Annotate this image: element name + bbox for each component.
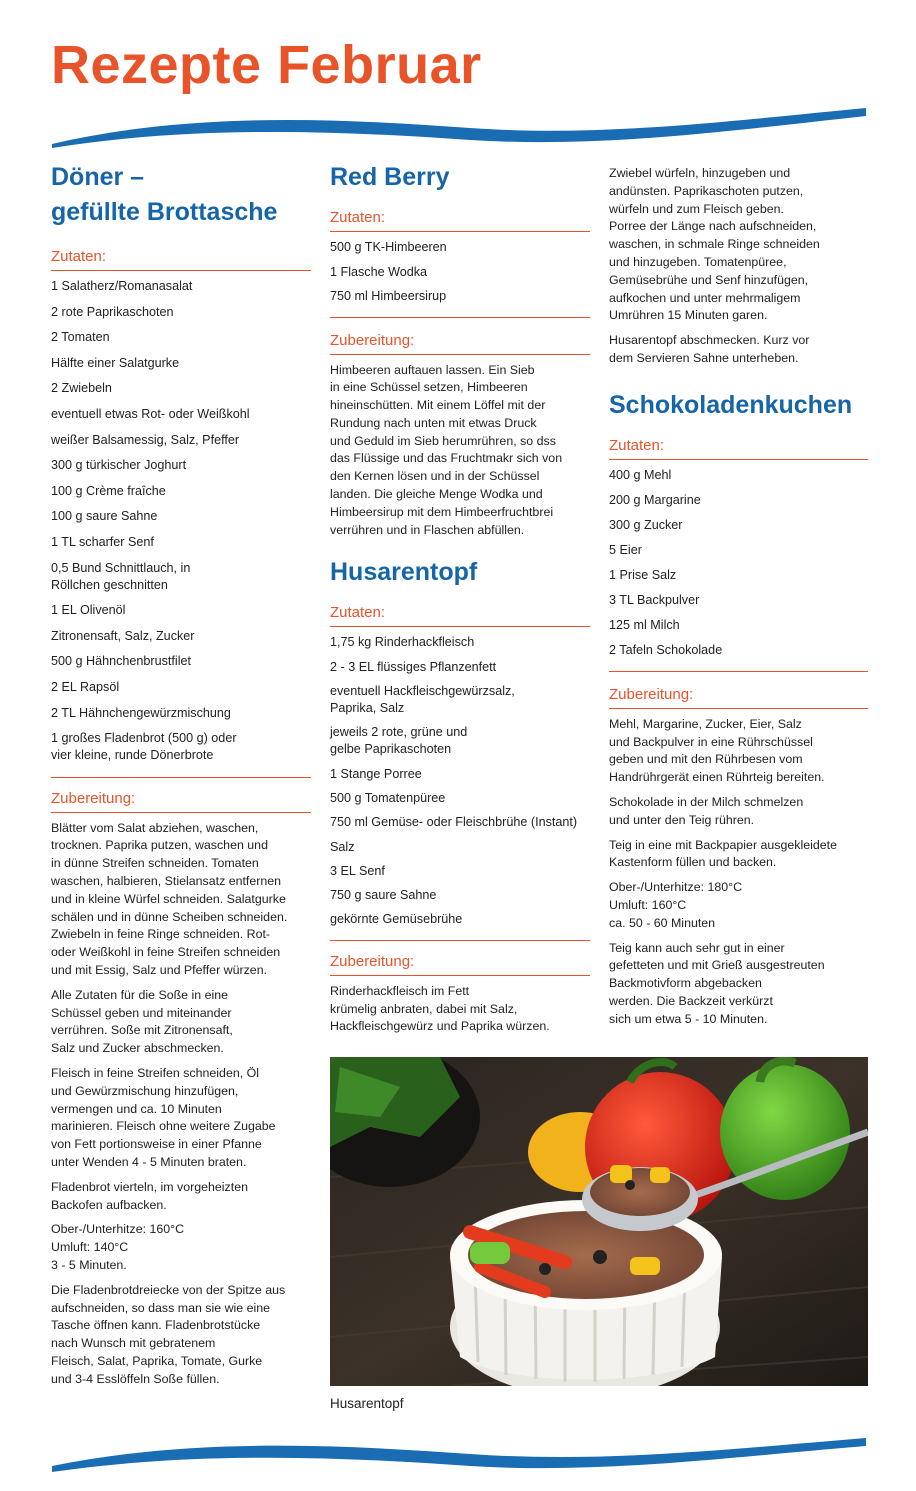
ingredient-item: 5 Eier — [609, 542, 642, 557]
step-paragraph: Fladenbrot vierteln, im vorgeheizten Backofen aufbacken. — [51, 1179, 248, 1212]
ingredient-list — [51, 278, 311, 778]
ingredient-item: 3 EL Senf — [330, 863, 385, 878]
ingredient-item: 2 Tafeln Schokolade — [609, 642, 723, 657]
ingredient-item: 2 EL Rapsöl — [51, 679, 120, 694]
recipe-column-right — [609, 165, 868, 1036]
ingredient-item: eventuell Hackfleischgewürzsalz, Paprika, Salz — [330, 684, 515, 716]
zutaten-heading: Zutaten: — [609, 437, 868, 460]
ingredient-item: 500 g Tomatenpüree — [330, 790, 446, 805]
ingredient-item: 300 g türkischer Joghurt — [51, 458, 187, 473]
ingredient-item: 100 g saure Sahne — [51, 509, 158, 524]
preparation-steps — [609, 716, 868, 1029]
preparation-steps — [330, 983, 590, 1036]
ingredient-item: 2 Tomaten — [51, 330, 110, 345]
step-paragraph: Ober-/Unterhitze: 180°C Umluft: 160°C ca. 50 - 60 Minuten — [609, 880, 743, 930]
page-title: Rezepte Februar — [51, 35, 482, 95]
step-paragraph: Husarentopf abschmecken. Kurz vor dem Servieren Sahne unterheben. — [609, 333, 810, 365]
zutaten-heading: Zutaten: — [51, 248, 311, 271]
zutaten-heading: Zutaten: — [330, 604, 590, 627]
step-paragraph: Himbeeren auftauen lassen. Ein Sieb in eine Schüssel setzen, Himbeeren hineinschütten. Mit einem Löffel mit der Rundung nach unten mit etwas Druck und Geduld im Sieb herumrühren, so dss das Flüssige und das Fruchtmakr sich von den Kernen lösen und in der Schüssel landen. Die gleiche Menge Wodka und Himbeersirup mit dem Himbeerfruchtbrei verrühren und in Flaschen abfüllen. — [330, 362, 563, 537]
step-paragraph: Schokolade in der Milch schmelzen und unter den Teig rühren. — [609, 794, 804, 827]
ingredient-item: 500 g Hähnchenbrustfilet — [51, 654, 192, 669]
ingredient-item: 100 g Crème fraîche — [51, 483, 166, 498]
step-paragraph: Teig in eine mit Backpapier ausgekleidete Kastenform füllen und backen. — [609, 837, 837, 870]
ingredient-item: 500 g TK-Himbeeren — [330, 240, 447, 254]
preparation-steps — [330, 362, 590, 540]
ingredient-item: 1 Flasche Wodka — [330, 264, 428, 279]
step-paragraph: Zwiebel würfeln, hinzugeben und andünsten. Paprikaschoten putzen, würfeln und zum Fleisch geben. Porree der Länge nach aufschneiden, waschen, in schmale Ringe schneiden und hinzugeben. Tomatenpüree, Gemüsebrühe und Senf hinzufügen, aufkochen und unter mehrmaligem Umrühren 15 Minuten garen. — [609, 166, 820, 323]
ingredient-item: 3 TL Backpulver — [609, 592, 700, 607]
recipe-column-middle — [330, 160, 590, 1043]
ingredient-item: 1 Salatherz/Romanasalat — [51, 279, 193, 293]
husarentopf-steps-continued — [609, 165, 868, 368]
recipe-title-line2: gefüllte Brottasche — [51, 198, 278, 226]
ingredient-item: 750 ml Gemüse- oder Fleischbrühe (Instant) — [330, 815, 578, 830]
bottom-wave-decoration — [0, 1436, 916, 1476]
ingredient-item: Hälfte einer Salatgurke — [51, 355, 180, 370]
step-paragraph: Fleisch in feine Streifen schneiden, Öl und Gewürzmischung hinzufügen, vermengen und ca. 10 Minuten marinieren. Fleisch ohne weitere Zugabe von Fett portionsweise in einer Pfanne unter Wenden 4 - 5 Minuten braten. — [51, 1066, 276, 1170]
zubereitung-heading: Zubereitung: — [330, 332, 590, 355]
ingredient-item: Zitronensaft, Salz, Zucker — [51, 628, 195, 643]
preparation-steps — [51, 820, 311, 1389]
ingredient-item: 1 Prise Salz — [609, 567, 677, 582]
step-paragraph: Blätter vom Salat abziehen, waschen, trocknen. Paprika putzen, waschen und in dünne Streifen schneiden. Tomaten waschen, halbieren, Stielansatz entfernen und in kleine Würfel schneiden. Salatgurke schälen und in dünne Scheiben schneiden. Zwiebeln in feine Ringe schneiden. Rot- oder Weißkohl in feine Streifen schneiden und mit Essig, Salz und Pfeffer würzen. — [51, 820, 288, 978]
ingredient-item: 1 TL scharfer Senf — [51, 534, 154, 549]
husarentopf-photo — [330, 1057, 868, 1386]
step-paragraph: Teig kann auch sehr gut in einer gefetteten und mit Grieß ausgestreuten Backmotivform abgebacken werden. Die Backzeit verkürzt sich um etwa 5 - 10 Minuten. — [609, 940, 825, 1026]
zubereitung-heading: Zubereitung: — [51, 790, 311, 813]
zubereitung-heading: Zubereitung: — [330, 953, 590, 976]
zubereitung-heading: Zubereitung: — [609, 686, 868, 709]
ingredient-item: 750 g saure Sahne — [330, 888, 437, 903]
ingredient-item: 2 - 3 EL flüssiges Pflanzenfett — [330, 659, 497, 674]
step-paragraph: Die Fladenbrotdreiecke von der Spitze aus aufschneiden, so dass man sie wie eine Tasche öffnen kann. Fladenbrotstücke nach Wunsch mit gebratenem Fleisch, Salat, Paprika, Tomate, Gurke und 3-4 Esslöffeln Soße füllen. — [51, 1282, 286, 1386]
ingredient-item: 1 Stange Porree — [330, 766, 422, 781]
ingredient-item: Salz — [330, 839, 355, 854]
recipe-title-line1: Döner – — [51, 163, 145, 191]
ingredient-item: eventuell etwas Rot- oder Weißkohl — [51, 406, 250, 421]
ingredient-item: 0,5 Bund Schnittlauch, in Röllchen geschnitten — [51, 560, 191, 592]
ingredient-item: 750 ml Himbeersirup — [330, 289, 447, 303]
top-wave-decoration — [0, 104, 916, 150]
recipe-title-schokoladenkuchen: Schokoladenkuchen — [609, 390, 853, 419]
ingredient-item: 1 EL Olivenöl — [51, 603, 126, 618]
ingredient-item: 200 g Margarine — [609, 492, 701, 507]
step-paragraph: Alle Zutaten für die Soße in eine Schüssel geben und miteinander verrühren. Soße mit Zitronensaft, Salz und Zucker abschmecken. — [51, 987, 233, 1056]
step-paragraph: Rinderhackfleisch im Fett krümelig anbraten, dabei mit Salz, Hackfleischgewürz und Paprika würzen. — [330, 983, 550, 1034]
ingredient-list — [330, 239, 590, 318]
ingredient-item: jeweils 2 rote, grüne und gelbe Paprikaschoten — [330, 725, 468, 757]
ingredient-item: 2 TL Hähnchengewürzmischung — [51, 705, 231, 720]
step-paragraph: Ober-/Unterhitze: 160°C Umluft: 140°C 3 - 5 Minuten. — [51, 1222, 185, 1273]
ingredient-item: 300 g Zucker — [609, 517, 683, 532]
ingredient-item: 2 Zwiebeln — [51, 381, 112, 396]
ingredient-item: gekörnte Gemüsebrühe — [330, 912, 463, 927]
recipe-title-red-berry: Red Berry — [330, 163, 450, 191]
zutaten-heading: Zutaten: — [330, 209, 590, 232]
ingredient-list — [330, 634, 590, 940]
ingredient-item: weißer Balsamessig, Salz, Pfeffer — [51, 432, 240, 447]
recipe-doener — [51, 160, 311, 1396]
ingredient-item: 2 rote Paprikaschoten — [51, 304, 174, 319]
photo-caption: Husarentopf — [330, 1396, 404, 1411]
recipe-title-husarentopf: Husarentopf — [330, 558, 478, 587]
ingredient-item: 1,75 kg Rinderhackfleisch — [330, 635, 475, 650]
recipe-title-doener — [51, 160, 311, 230]
step-paragraph: Mehl, Margarine, Zucker, Eier, Salz und Backpulver in eine Rührschüssel geben und mit den Rührbesen vom Handrührgerät einen Rührteig bereiten. — [609, 716, 825, 785]
ingredient-item: 400 g Mehl — [609, 467, 672, 482]
ingredient-item: 1 großes Fladenbrot (500 g) oder vier kleine, runde Dönerbrote — [51, 731, 237, 763]
ingredient-list — [609, 467, 868, 672]
ingredient-item: 125 ml Milch — [609, 617, 680, 632]
